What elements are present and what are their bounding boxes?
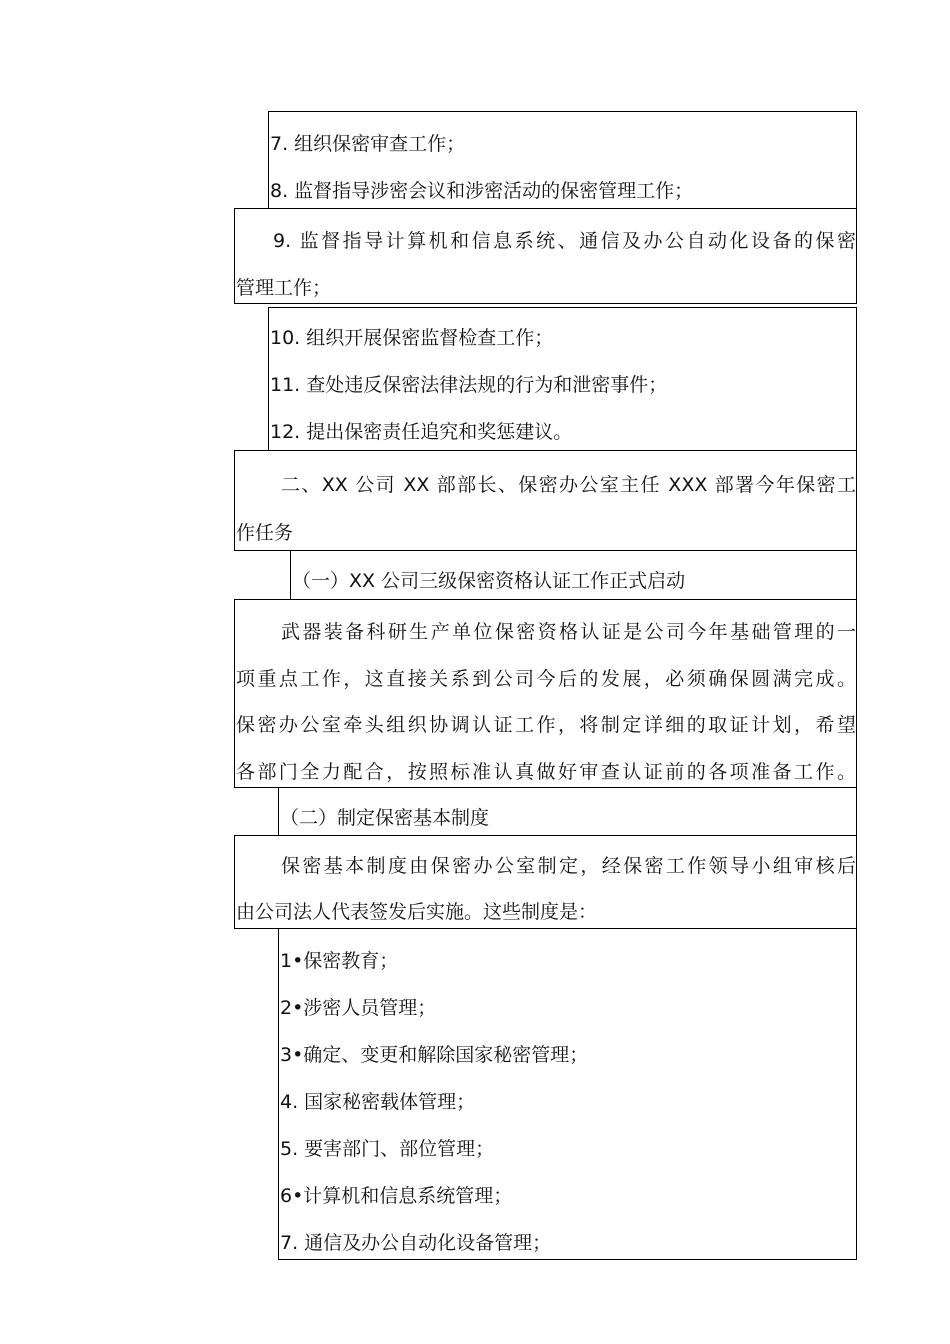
regulation-list-box <box>278 928 857 1260</box>
list-item-10: 10. 组织开展保密监督检查工作； <box>270 327 554 349</box>
section-two-heading-line1: 二、XX 公司 XX 部部长、保密办公室主任 XXX 部署今年保密工 <box>281 474 856 496</box>
paragraph-one-line3: 保密办公室牵头组织协调认证工作，将制定详细的取证计划，希望 <box>236 714 856 736</box>
paragraph-two-box <box>234 835 857 929</box>
list-box-item-9 <box>234 208 857 304</box>
regulation-item-3: 3•确定、变更和解除国家秘密管理； <box>280 1044 589 1066</box>
subheading-two: （二）制定保密基本制度 <box>280 807 490 829</box>
subheading-one: （一）XX 公司三级保密资格认证工作正式启动 <box>292 570 686 592</box>
regulation-item-6: 6•计算机和信息系统管理； <box>280 1185 513 1207</box>
subheading-one-box <box>290 550 857 600</box>
subheading-two-box <box>278 787 857 836</box>
list-box-items-10-12 <box>268 307 857 451</box>
section-two-heading-line2: 作任务 <box>236 522 294 544</box>
paragraph-two-line2: 由公司法人代表签发后实施。这些制度是： <box>236 901 598 923</box>
paragraph-two-line1: 保密基本制度由保密办公室制定，经保密工作领导小组审核后 <box>281 855 856 877</box>
list-item-12: 12. 提出保密责任追究和奖惩建议。 <box>270 421 573 443</box>
paragraph-one-box <box>234 599 857 788</box>
list-item-9-line2: 管理工作； <box>236 277 332 299</box>
paragraph-one-line1: 武器装备科研生产单位保密资格认证是公司今年基础管理的一 <box>281 621 856 643</box>
regulation-item-4: 4. 国家秘密载体管理； <box>280 1091 476 1113</box>
list-item-11: 11. 查处违反保密法律法规的行为和泄密事件； <box>270 374 668 396</box>
list-box-items-7-8 <box>268 111 857 209</box>
regulation-item-2: 2•涉密人员管理； <box>280 997 437 1019</box>
section-two-heading-box <box>234 450 857 551</box>
list-item-8: 8. 监督指导涉密会议和涉密活动的保密管理工作； <box>270 180 694 202</box>
regulation-item-1: 1•保密教育； <box>280 950 399 972</box>
paragraph-one-line2: 项重点工作，这直接关系到公司今后的发展，必须确保圆满完成。 <box>236 668 856 690</box>
list-item-7: 7. 组织保密审查工作； <box>270 133 466 155</box>
paragraph-one-line4: 各部门全力配合，按照标准认真做好审查认证前的各项准备工作。 <box>236 761 856 783</box>
regulation-item-5: 5. 要害部门、部位管理； <box>280 1138 495 1160</box>
regulation-item-7: 7. 通信及办公自动化设备管理； <box>280 1232 552 1254</box>
list-item-9-line1: 9. 监督指导计算机和信息系统、通信及办公自动化设备的保密 <box>273 230 856 252</box>
